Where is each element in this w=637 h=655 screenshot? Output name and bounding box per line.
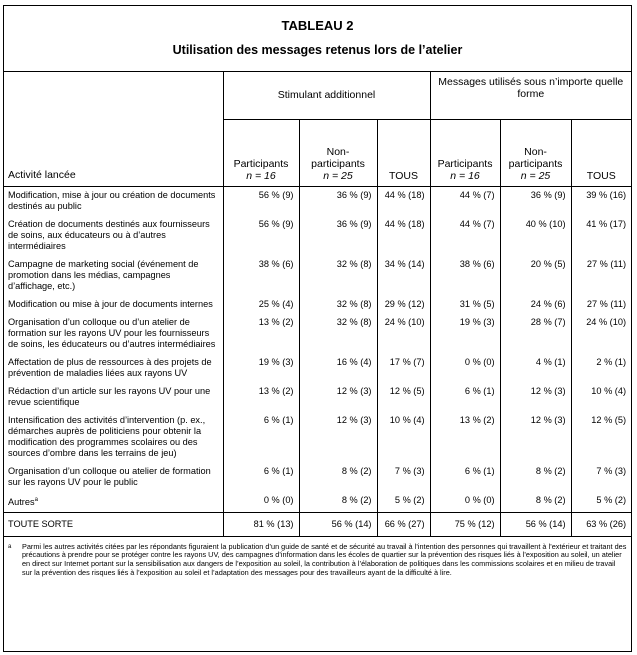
value-cell: 13 % (2) — [430, 412, 500, 463]
footnote-mark: a — [8, 543, 12, 550]
value-cell: 13 % (2) — [223, 383, 299, 412]
activity-cell: Organisation d’un colloque ou atelier de formation sur les rayons UV pour le public — [8, 465, 211, 487]
value-cell: 10 % (4) — [377, 412, 430, 463]
value-cell: 31 % (5) — [430, 296, 500, 314]
table-body — [4, 186, 631, 512]
col-header-nonparticipants-1: Non-participants n = 25 — [299, 119, 377, 186]
table-row — [4, 296, 631, 314]
activity-cell: Organisation d’un colloque ou d’un atelier de formation sur les rayons UV pour les fournisseurs de soins, les éducateurs ou d’autres intermédiaires — [8, 316, 216, 349]
value-cell: 20 % (5) — [500, 256, 571, 296]
total-cell: 81 % (13) — [223, 512, 299, 536]
value-cell: 32 % (8) — [299, 314, 377, 354]
activity-cell: Modification, mise à jour ou création de documents destinés au public — [8, 189, 216, 211]
table-row — [4, 412, 631, 463]
value-cell: 39 % (16) — [571, 186, 631, 216]
value-cell: 8 % (2) — [299, 463, 377, 492]
table-row — [4, 354, 631, 383]
value-cell: 10 % (4) — [571, 383, 631, 412]
activity-cell: Modification ou mise à jour de documents internes — [8, 298, 213, 309]
value-cell: 24 % (6) — [500, 296, 571, 314]
value-cell: 19 % (3) — [430, 314, 500, 354]
total-row — [4, 512, 631, 536]
value-cell: 19 % (3) — [223, 354, 299, 383]
total-label: TOUTE SORTE — [4, 512, 223, 536]
table-row — [4, 256, 631, 296]
value-cell: 16 % (4) — [299, 354, 377, 383]
value-cell: 6 % (1) — [223, 463, 299, 492]
activity-cell: Autres$^a$ — [8, 496, 38, 507]
col-header-tous-2: TOUS — [571, 119, 631, 186]
value-cell: 32 % (8) — [299, 296, 377, 314]
table-subtitle: Utilisation des messages retenus lors de l’atelier — [172, 43, 463, 57]
value-cell: 7 % (3) — [571, 463, 631, 492]
table-row — [4, 463, 631, 492]
value-cell: 12 % (5) — [571, 412, 631, 463]
value-cell: 8 % (2) — [299, 492, 377, 513]
activity-cell: Rédaction d’un article sur les rayons UV pour une revue scientifique — [8, 385, 211, 407]
value-cell: 34 % (14) — [377, 256, 430, 296]
footnote — [4, 537, 631, 578]
value-cell: 56 % (9) — [223, 216, 299, 256]
total-cell: 56 % (14) — [299, 512, 377, 536]
value-cell: 17 % (7) — [377, 354, 430, 383]
total-cell: 63 % (26) — [571, 512, 631, 536]
value-cell: 24 % (10) — [571, 314, 631, 354]
table-row — [4, 186, 631, 216]
value-cell: 7 % (3) — [377, 463, 430, 492]
table-row — [4, 383, 631, 412]
activity-cell: Campagne de marketing social (événement de promotion dans les médias, campagnes d’affichage, etc.) — [8, 258, 199, 291]
table-row — [4, 314, 631, 354]
value-cell: 38 % (6) — [430, 256, 500, 296]
activity-cell: Création de documents destinés aux fournisseurs de soins, aux éducateurs ou à d’autres intermédiaires — [8, 218, 210, 251]
col-header-participants-1: Participants n = 16 — [223, 119, 299, 186]
activity-cell: Affectation de plus de ressources à des projets de prévention de maladies liées aux rayons UV — [8, 356, 212, 378]
group-header-messages: Messages utilisés sous n’importe quelle forme — [430, 72, 631, 119]
value-cell: 12 % (3) — [299, 383, 377, 412]
value-cell: 12 % (5) — [377, 383, 430, 412]
value-cell: 6 % (1) — [430, 383, 500, 412]
data-table — [4, 72, 631, 537]
value-cell: 12 % (3) — [299, 412, 377, 463]
value-cell: 41 % (17) — [571, 216, 631, 256]
value-cell: 5 % (2) — [377, 492, 430, 513]
value-cell: 44 % (18) — [377, 186, 430, 216]
value-cell: 0 % (0) — [430, 492, 500, 513]
value-cell: 5 % (2) — [571, 492, 631, 513]
col-header-participants-2: Participants n = 16 — [430, 119, 500, 186]
value-cell: 8 % (2) — [500, 492, 571, 513]
value-cell: 4 % (1) — [500, 354, 571, 383]
col-header-tous-1: TOUS — [377, 119, 430, 186]
value-cell: 56 % (9) — [223, 186, 299, 216]
value-cell: 36 % (9) — [500, 186, 571, 216]
value-cell: 27 % (11) — [571, 296, 631, 314]
value-cell: 27 % (11) — [571, 256, 631, 296]
table-row — [4, 216, 631, 256]
value-cell: 24 % (10) — [377, 314, 430, 354]
value-cell: 44 % (7) — [430, 186, 500, 216]
table-frame — [3, 5, 632, 652]
value-cell: 44 % (7) — [430, 216, 500, 256]
value-cell: 0 % (0) — [223, 492, 299, 513]
value-cell: 36 % (9) — [299, 216, 377, 256]
value-cell: 25 % (4) — [223, 296, 299, 314]
value-cell: 12 % (3) — [500, 383, 571, 412]
value-cell: 40 % (10) — [500, 216, 571, 256]
value-cell: 2 % (1) — [571, 354, 631, 383]
total-cell: 56 % (14) — [500, 512, 571, 536]
value-cell: 6 % (1) — [223, 412, 299, 463]
value-cell: 6 % (1) — [430, 463, 500, 492]
activity-header: Activité lancée — [8, 168, 76, 181]
table-title: TABLEAU 2 — [281, 18, 354, 33]
col-header-nonparticipants-2: Non-participants n = 25 — [500, 119, 571, 186]
value-cell: 0 % (0) — [430, 354, 500, 383]
activity-cell: Intensification des activités d’intervention (p. ex., démarches auprès de politiciens pour obtenir la modification des programmes scolaires ou des sources d’ombre dans les terrains de jeu) — [8, 414, 206, 458]
footnote-text: Parmi les autres activités citées par les répondants figuraient la publication d’un guide de santé et de sécurité au travail à l’intention des personnes qui travaillent à l’extérieur et traitant des précautions à prendre pour se protéger contre les rayons UV, des campagnes d’information dans les écoles de quartier sur la prévention des risques liés à l’exposition au soleil, un atelier en direct sur Internet portant sur la sensibilisation aux dangers de l’exposition au soleil, la contribution à l’élaboration de politiques dans les commissions scolaires et en milieu de travail sur la prévention des risques liés à l’exposition au soleil et l’adaptation des messages pour des travailleurs ayant de la difficulté à lire. — [22, 541, 627, 577]
group-header-stimulant: Stimulant additionnel — [223, 72, 430, 119]
value-cell: 28 % (7) — [500, 314, 571, 354]
total-cell: 66 % (27) — [377, 512, 430, 536]
value-cell: 12 % (3) — [500, 412, 571, 463]
value-cell: 13 % (2) — [223, 314, 299, 354]
table-row — [4, 492, 631, 513]
value-cell: 8 % (2) — [500, 463, 571, 492]
value-cell: 36 % (9) — [299, 186, 377, 216]
value-cell: 32 % (8) — [299, 256, 377, 296]
title-box — [4, 6, 631, 72]
value-cell: 29 % (12) — [377, 296, 430, 314]
value-cell: 38 % (6) — [223, 256, 299, 296]
value-cell: 44 % (18) — [377, 216, 430, 256]
total-cell: 75 % (12) — [430, 512, 500, 536]
